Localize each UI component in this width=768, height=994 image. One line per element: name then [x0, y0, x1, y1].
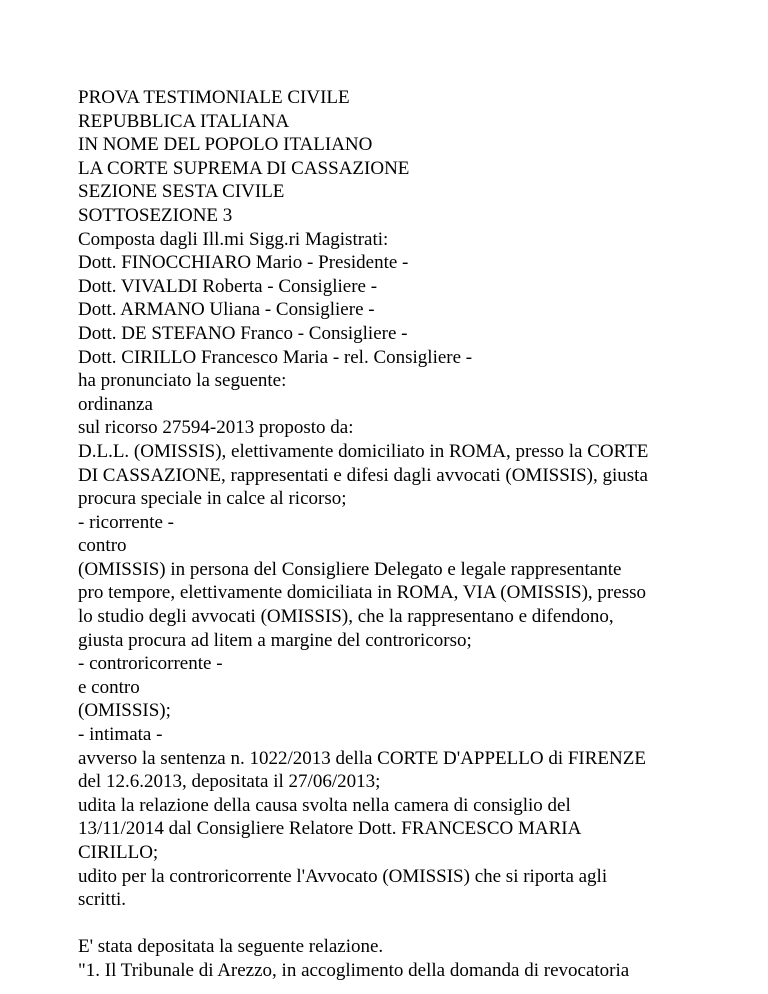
doc-line: udita la relazione della causa svolta nella camera di consiglio del	[78, 794, 571, 816]
doc-line: SOTTOSEZIONE 3	[78, 204, 233, 226]
doc-line: Dott. VIVALDI Roberta - Consigliere -	[78, 275, 378, 297]
doc-line: SEZIONE SESTA CIVILE	[78, 181, 285, 203]
doc-line: Dott. FINOCCHIARO Mario - Presidente -	[78, 252, 409, 274]
doc-line: Dott. ARMANO Uliana - Consigliere -	[78, 299, 375, 321]
doc-line: sul ricorso 27594-2013 proposto da:	[78, 417, 354, 439]
doc-line: ordinanza	[78, 393, 153, 415]
doc-line: avverso la sentenza n. 1022/2013 della CORTE D'APPELLO di FIRENZE	[78, 747, 646, 769]
doc-line: CIRILLO;	[78, 842, 159, 863]
doc-line: Composta dagli Ill.mi Sigg.ri Magistrati:	[78, 228, 389, 250]
doc-line: - controricorrente -	[78, 653, 223, 675]
doc-line: udito per la controricorrente l'Avvocato (OMISSIS) che si riporta agli	[78, 865, 608, 887]
doc-line: del 12.6.2013, depositata il 27/06/2013;	[78, 771, 381, 793]
doc-line: scritti.	[78, 889, 127, 911]
doc-line: giusta procura ad litem a margine del controricorso;	[78, 629, 472, 651]
doc-line: (OMISSIS) in persona del Consigliere Delegato e legale rappresentante	[78, 558, 622, 580]
doc-line: ha pronunciato la seguente:	[78, 370, 287, 392]
doc-title: PROVA TESTIMONIALE CIVILE	[78, 87, 350, 108]
doc-line: 13/11/2014 dal Consigliere Relatore Dott. FRANCESCO MARIA	[78, 818, 582, 840]
doc-line: D.L.L. (OMISSIS), elettivamente domiciliato in ROMA, presso la CORTE	[78, 440, 649, 462]
doc-line: pro tempore, elettivamente domiciliata in ROMA, VIA (OMISSIS), presso	[78, 582, 646, 604]
document-header-block	[78, 86, 738, 912]
doc-line: IN NOME DEL POPOLO ITALIANO	[78, 134, 373, 156]
doc-line: e contro	[78, 676, 140, 698]
doc-line: DI CASSAZIONE, rappresentati e difesi dagli avvocati (OMISSIS), giusta	[78, 464, 648, 486]
doc-line: contro	[78, 535, 127, 557]
doc-line: "1. Il Tribunale di Arezzo, in accoglimento della domanda di revocatoria	[78, 959, 630, 981]
doc-line: procura speciale in calce al ricorso;	[78, 488, 347, 510]
doc-line: E' stata depositata la seguente relazione.	[78, 936, 384, 958]
doc-line: (OMISSIS);	[78, 700, 171, 722]
doc-line: - ricorrente -	[78, 511, 174, 533]
doc-line: - intimata -	[78, 724, 163, 746]
doc-line: Dott. CIRILLO Francesco Maria - rel. Consigliere -	[78, 346, 473, 368]
doc-line: LA CORTE SUPREMA DI CASSAZIONE	[78, 157, 410, 179]
document-page	[78, 86, 738, 983]
document-body-block	[78, 935, 738, 982]
doc-line: REPUBBLICA ITALIANA	[78, 110, 290, 132]
doc-line: Dott. DE STEFANO Franco - Consigliere -	[78, 322, 408, 344]
paragraph-gap	[78, 912, 738, 936]
doc-line: lo studio degli avvocati (OMISSIS), che la rappresentano e difendono,	[78, 606, 614, 628]
